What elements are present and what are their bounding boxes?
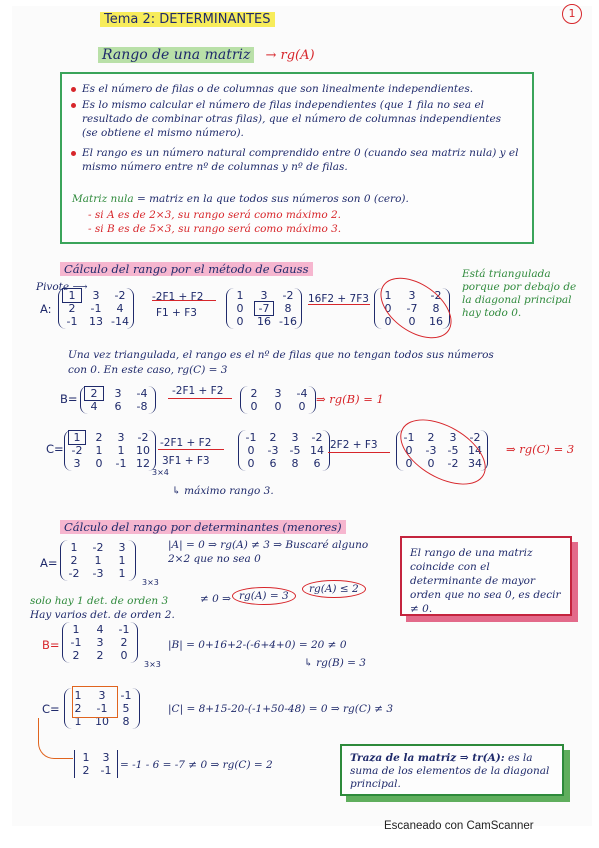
- rank-bullet: Es el número de filas o de columnas que son linealmente independientes.: [70, 82, 520, 96]
- matrix-minor: [74, 750, 118, 778]
- matrix-cell: -2: [447, 457, 459, 470]
- gauss-b-label: B=: [60, 392, 78, 406]
- matrix-minors-b-dim: 3×3: [144, 660, 161, 669]
- matrix-a: [58, 288, 134, 329]
- matrix-cell: 0: [236, 302, 244, 315]
- matrix-cell: 1: [94, 554, 102, 567]
- gauss-opb: -2F1 + F2: [172, 385, 224, 397]
- trace-text: [350, 752, 556, 791]
- matrix-cell: -1: [118, 623, 130, 636]
- matrix-cell: -1: [120, 689, 132, 702]
- matrix-cell: 3: [449, 431, 457, 444]
- gauss-opc2-arrow: [328, 452, 390, 453]
- matrix-cell: 0: [247, 444, 255, 457]
- matrix-cell: 4: [96, 623, 104, 636]
- matrix-cell: 0: [95, 457, 103, 470]
- matrix-cell: 10: [95, 715, 109, 728]
- matrix-cell: -14: [111, 315, 129, 328]
- matrix-cell: 3: [98, 689, 106, 702]
- trace-box: [340, 744, 564, 796]
- matrix-cell: -2: [68, 567, 80, 580]
- matrix-cell: -2: [311, 431, 323, 444]
- gauss-op2-arrow: [308, 304, 370, 305]
- matrix-cell: 1: [69, 431, 85, 444]
- matrix-minors-a: [60, 540, 136, 581]
- matrix-cell: 5: [122, 702, 130, 715]
- matrix-cell: 0: [236, 315, 244, 328]
- matrix-cell: 2: [82, 764, 90, 777]
- matrix-cell: -2: [282, 289, 294, 302]
- matrix-cell: 1: [74, 715, 82, 728]
- matrix-cell: 6: [114, 400, 122, 413]
- matrix-cell: -2: [71, 444, 83, 457]
- gauss-opc2: 2F2 + F3: [330, 439, 378, 451]
- matrix-cell: 3: [291, 431, 299, 444]
- minors-a-label: A=: [40, 556, 58, 570]
- matrix-cell: 8: [291, 457, 299, 470]
- matrix-cell: -1: [245, 431, 257, 444]
- matrix-cell: 2: [85, 387, 103, 400]
- minor-result: = -1 - 6 = -7 ≠ 0 ⇒ rg(C) = 2: [120, 759, 273, 771]
- matrix-cell: -2: [469, 431, 481, 444]
- matrix-cell: 1: [70, 541, 78, 554]
- matrix-cell: 12: [136, 457, 150, 470]
- matrix-cell: 16: [257, 315, 271, 328]
- matrix-cell: -3: [425, 444, 437, 457]
- matrix-minors-a-dim: 3×3: [142, 578, 159, 587]
- trace-title: Traza de la matriz ⇒ tr(A):: [350, 752, 505, 764]
- rank-notation: → rg(A): [265, 48, 315, 63]
- matrix-cell: 1: [118, 554, 126, 567]
- rank-rule-text: El rango de una matriz coincide con el determinante de mayor orden que no sea 0, es decir ≠ 0.: [410, 547, 561, 615]
- matrix-cell: 1: [117, 444, 125, 457]
- rank-example: - si B es de 5×3, su rango será como máximo 3.: [88, 223, 342, 235]
- matrix-cell: 2: [74, 702, 82, 715]
- matrix-cell: 2: [95, 431, 103, 444]
- matrix-cell: 2: [120, 636, 128, 649]
- matrix-cell: 0: [274, 400, 282, 413]
- matrix-b: [80, 386, 156, 414]
- rank-bullet: Es lo mismo calcular el número de filas independientes (que 1 fila no sea el resultado de combinar otras filas), que el número de columnas independientes (se obtiene el mismo número).: [70, 98, 520, 140]
- matrix-cell: 3: [92, 289, 100, 302]
- gauss-opb-arrow: [168, 398, 232, 399]
- trace-description: es la suma de los elementos de la diagonal principal.: [350, 752, 550, 790]
- gauss-a-label: A:: [40, 302, 52, 316]
- minors-b-label: B=: [42, 638, 60, 652]
- diagonal-circle: [389, 406, 496, 498]
- notebook-page: [12, 6, 592, 826]
- minors-note2: Hay varios det. de orden 2.: [30, 609, 175, 621]
- matrix-c: [64, 430, 156, 471]
- matrix-cell: -7: [255, 302, 273, 315]
- matrix-cell: 6: [313, 457, 321, 470]
- matrix-cell: -1: [66, 315, 78, 328]
- matrix-cell: 8: [432, 302, 440, 315]
- scanner-watermark: Escaneado con CamScanner: [384, 820, 534, 832]
- rank-example: - si A es de 2×3, su rango será como máximo 2.: [88, 209, 342, 221]
- gauss-b-result: ⇒ rg(B) = 1: [316, 392, 384, 406]
- matrix-cell: 3: [102, 751, 110, 764]
- matrix-cell: 4: [116, 302, 124, 315]
- rank-definition-box: [60, 72, 534, 244]
- matrix-cell: 3: [117, 431, 125, 444]
- matrix-cell: 2: [427, 431, 435, 444]
- gauss-c-label: C=: [46, 442, 64, 456]
- matrix-cell: -2: [114, 289, 126, 302]
- matrix-cell: -7: [406, 302, 418, 315]
- matrix-cell: 3: [260, 289, 268, 302]
- matrix-cell: 1: [236, 289, 244, 302]
- minors-rg-a-le: rg(A) ≤ 2: [302, 580, 366, 598]
- matrix-cell: 0: [405, 444, 413, 457]
- page-number: 1: [562, 4, 582, 24]
- matrix-cell: -1: [90, 302, 102, 315]
- pivote-arrow-icon: ⟶: [72, 281, 88, 293]
- matrix-cell: -8: [136, 400, 148, 413]
- matrix-cell: 8: [122, 715, 130, 728]
- matrix-cell: 1: [63, 289, 81, 302]
- minor-link-arrow: [38, 718, 73, 759]
- matrix-minors-b: [62, 622, 138, 663]
- gauss-op1-arrow: [152, 300, 216, 301]
- pivote-text: Pivote: [36, 281, 70, 293]
- matrix-cell: 14: [310, 444, 324, 457]
- rank-heading-row: [98, 44, 315, 63]
- null-matrix-label: Matriz nula: [72, 193, 134, 205]
- matrix-cell: 0: [247, 457, 255, 470]
- minors-det-b: |B| = 0+16+2-(-6+4+0) = 20 ≠ 0: [168, 639, 347, 651]
- gauss-op2: 16F2 + 7F3: [308, 293, 369, 305]
- diagonal-circle: [369, 265, 462, 350]
- matrix-c-step1: [238, 430, 330, 471]
- matrix-cell: -1: [403, 431, 415, 444]
- matrix-cell: 2: [269, 431, 277, 444]
- null-matrix-text: = matriz en la que todos sus números son 0 (cero).: [136, 193, 409, 205]
- matrix-cell: -2: [137, 431, 149, 444]
- matrix-cell: 1: [95, 444, 103, 457]
- matrix-cell: 2: [70, 554, 78, 567]
- matrix-cell: -1: [100, 764, 112, 777]
- gauss-op1-bottom: F1 + F3: [156, 307, 197, 319]
- gauss-opc-bottom: 3F1 + F3: [162, 455, 210, 467]
- matrix-cell: -5: [447, 444, 459, 457]
- matrix-cell: -1: [96, 702, 108, 715]
- gauss-op1-top: -2F1 + F2: [152, 291, 204, 303]
- matrix-b-step1: [240, 386, 316, 414]
- rank-rule-box: [400, 536, 572, 616]
- minors-rg-a-eq: rg(A) = 3: [232, 587, 296, 605]
- matrix-cell: 2: [68, 302, 76, 315]
- matrix-cell: 0: [120, 649, 128, 662]
- matrix-cell: 0: [384, 315, 392, 328]
- matrix-cell: 0: [427, 457, 435, 470]
- matrix-cell: 0: [405, 457, 413, 470]
- matrix-cell: 1: [118, 567, 126, 580]
- matrix-cell: 2: [72, 649, 80, 662]
- matrix-cell: 1: [72, 623, 80, 636]
- matrix-cell: 0: [408, 315, 416, 328]
- gauss-explanation: Una vez triangulada, el rango es el nº de filas que no tengan todos sus números con 0. En este caso, rg(C) = 3: [68, 349, 494, 376]
- matrix-cell: -2: [430, 289, 442, 302]
- matrix-cell: -4: [136, 387, 148, 400]
- minors-c-label: C=: [42, 702, 60, 716]
- gauss-c-result: ⇒ rg(C) = 3: [506, 442, 575, 456]
- matrix-cell: 0: [298, 400, 306, 413]
- matrix-cell: -4: [296, 387, 308, 400]
- matrix-cell: 3: [96, 636, 104, 649]
- null-matrix-line: [72, 192, 409, 206]
- matrix-c-dim: 3×4: [152, 468, 169, 477]
- matrix-cell: 1: [74, 689, 82, 702]
- matrix-cell: 3: [114, 387, 122, 400]
- matrix-cell: 0: [384, 302, 392, 315]
- matrix-cell: -16: [279, 315, 297, 328]
- matrix-cell: 0: [250, 400, 258, 413]
- matrix-cell: 2: [96, 649, 104, 662]
- matrix-a-step1: [226, 288, 302, 329]
- matrix-cell: 34: [468, 457, 482, 470]
- matrix-cell: 4: [90, 400, 98, 413]
- matrix-cell: -3: [92, 567, 104, 580]
- matrix-cell: 13: [89, 315, 103, 328]
- page-title: Tema 2: DETERMINANTES: [100, 12, 275, 27]
- max-rank-note: ↳ máximo rango 3.: [172, 485, 274, 497]
- matrix-cell: 6: [269, 457, 277, 470]
- matrix-cell: -5: [289, 444, 301, 457]
- matrix-cell: 16: [429, 315, 443, 328]
- matrix-cell: 10: [136, 444, 150, 457]
- matrix-cell: 8: [284, 302, 292, 315]
- matrix-cell: 1: [384, 289, 392, 302]
- minors-det-c: |C| = 8+15-20-(-1+50-48) = 0 ⇒ rg(C) ≠ 3: [168, 703, 394, 715]
- rank-heading: Rango de una matriz: [98, 47, 254, 63]
- matrix-cell: 3: [274, 387, 282, 400]
- matrix-cell: 1: [82, 751, 90, 764]
- gauss-heading: Cálculo del rango por el método de Gauss: [60, 262, 313, 276]
- matrix-cell: 14: [468, 444, 482, 457]
- minors-det-a-nonzero: ≠ 0 ⇒: [200, 593, 231, 605]
- matrix-cell: -3: [267, 444, 279, 457]
- minors-heading: Cálculo del rango por determinantes (menores): [60, 520, 346, 534]
- gauss-opc-arrow: [158, 449, 224, 450]
- minors-det-a: |A| = 0 ⇒ rg(A) ≠ 3 ⇒ Buscaré alguno 2×2 que no sea 0: [168, 539, 369, 565]
- minor-highlight-box: [72, 686, 118, 718]
- matrix-cell: -2: [92, 541, 104, 554]
- matrix-cell: 3: [118, 541, 126, 554]
- gauss-opc-top: -2F1 + F2: [160, 437, 212, 449]
- matrix-cell: -1: [115, 457, 127, 470]
- matrix-cell: -1: [70, 636, 82, 649]
- minors-note1: solo hay 1 det. de orden 3: [30, 595, 169, 607]
- matrix-cell: 3: [73, 457, 81, 470]
- triangular-note: Está triangulada porque por debajo de la diagonal principal hay todo 0.: [462, 268, 577, 319]
- minors-rg-b: ↳ rg(B) = 3: [304, 657, 366, 669]
- matrix-cell: 2: [250, 387, 258, 400]
- matrix-cell: 3: [408, 289, 416, 302]
- rank-bullet: El rango es un número natural comprendido entre 0 (cuando sea matriz nula) y el mismo número entre nº de columnas y nº de filas.: [70, 146, 520, 174]
